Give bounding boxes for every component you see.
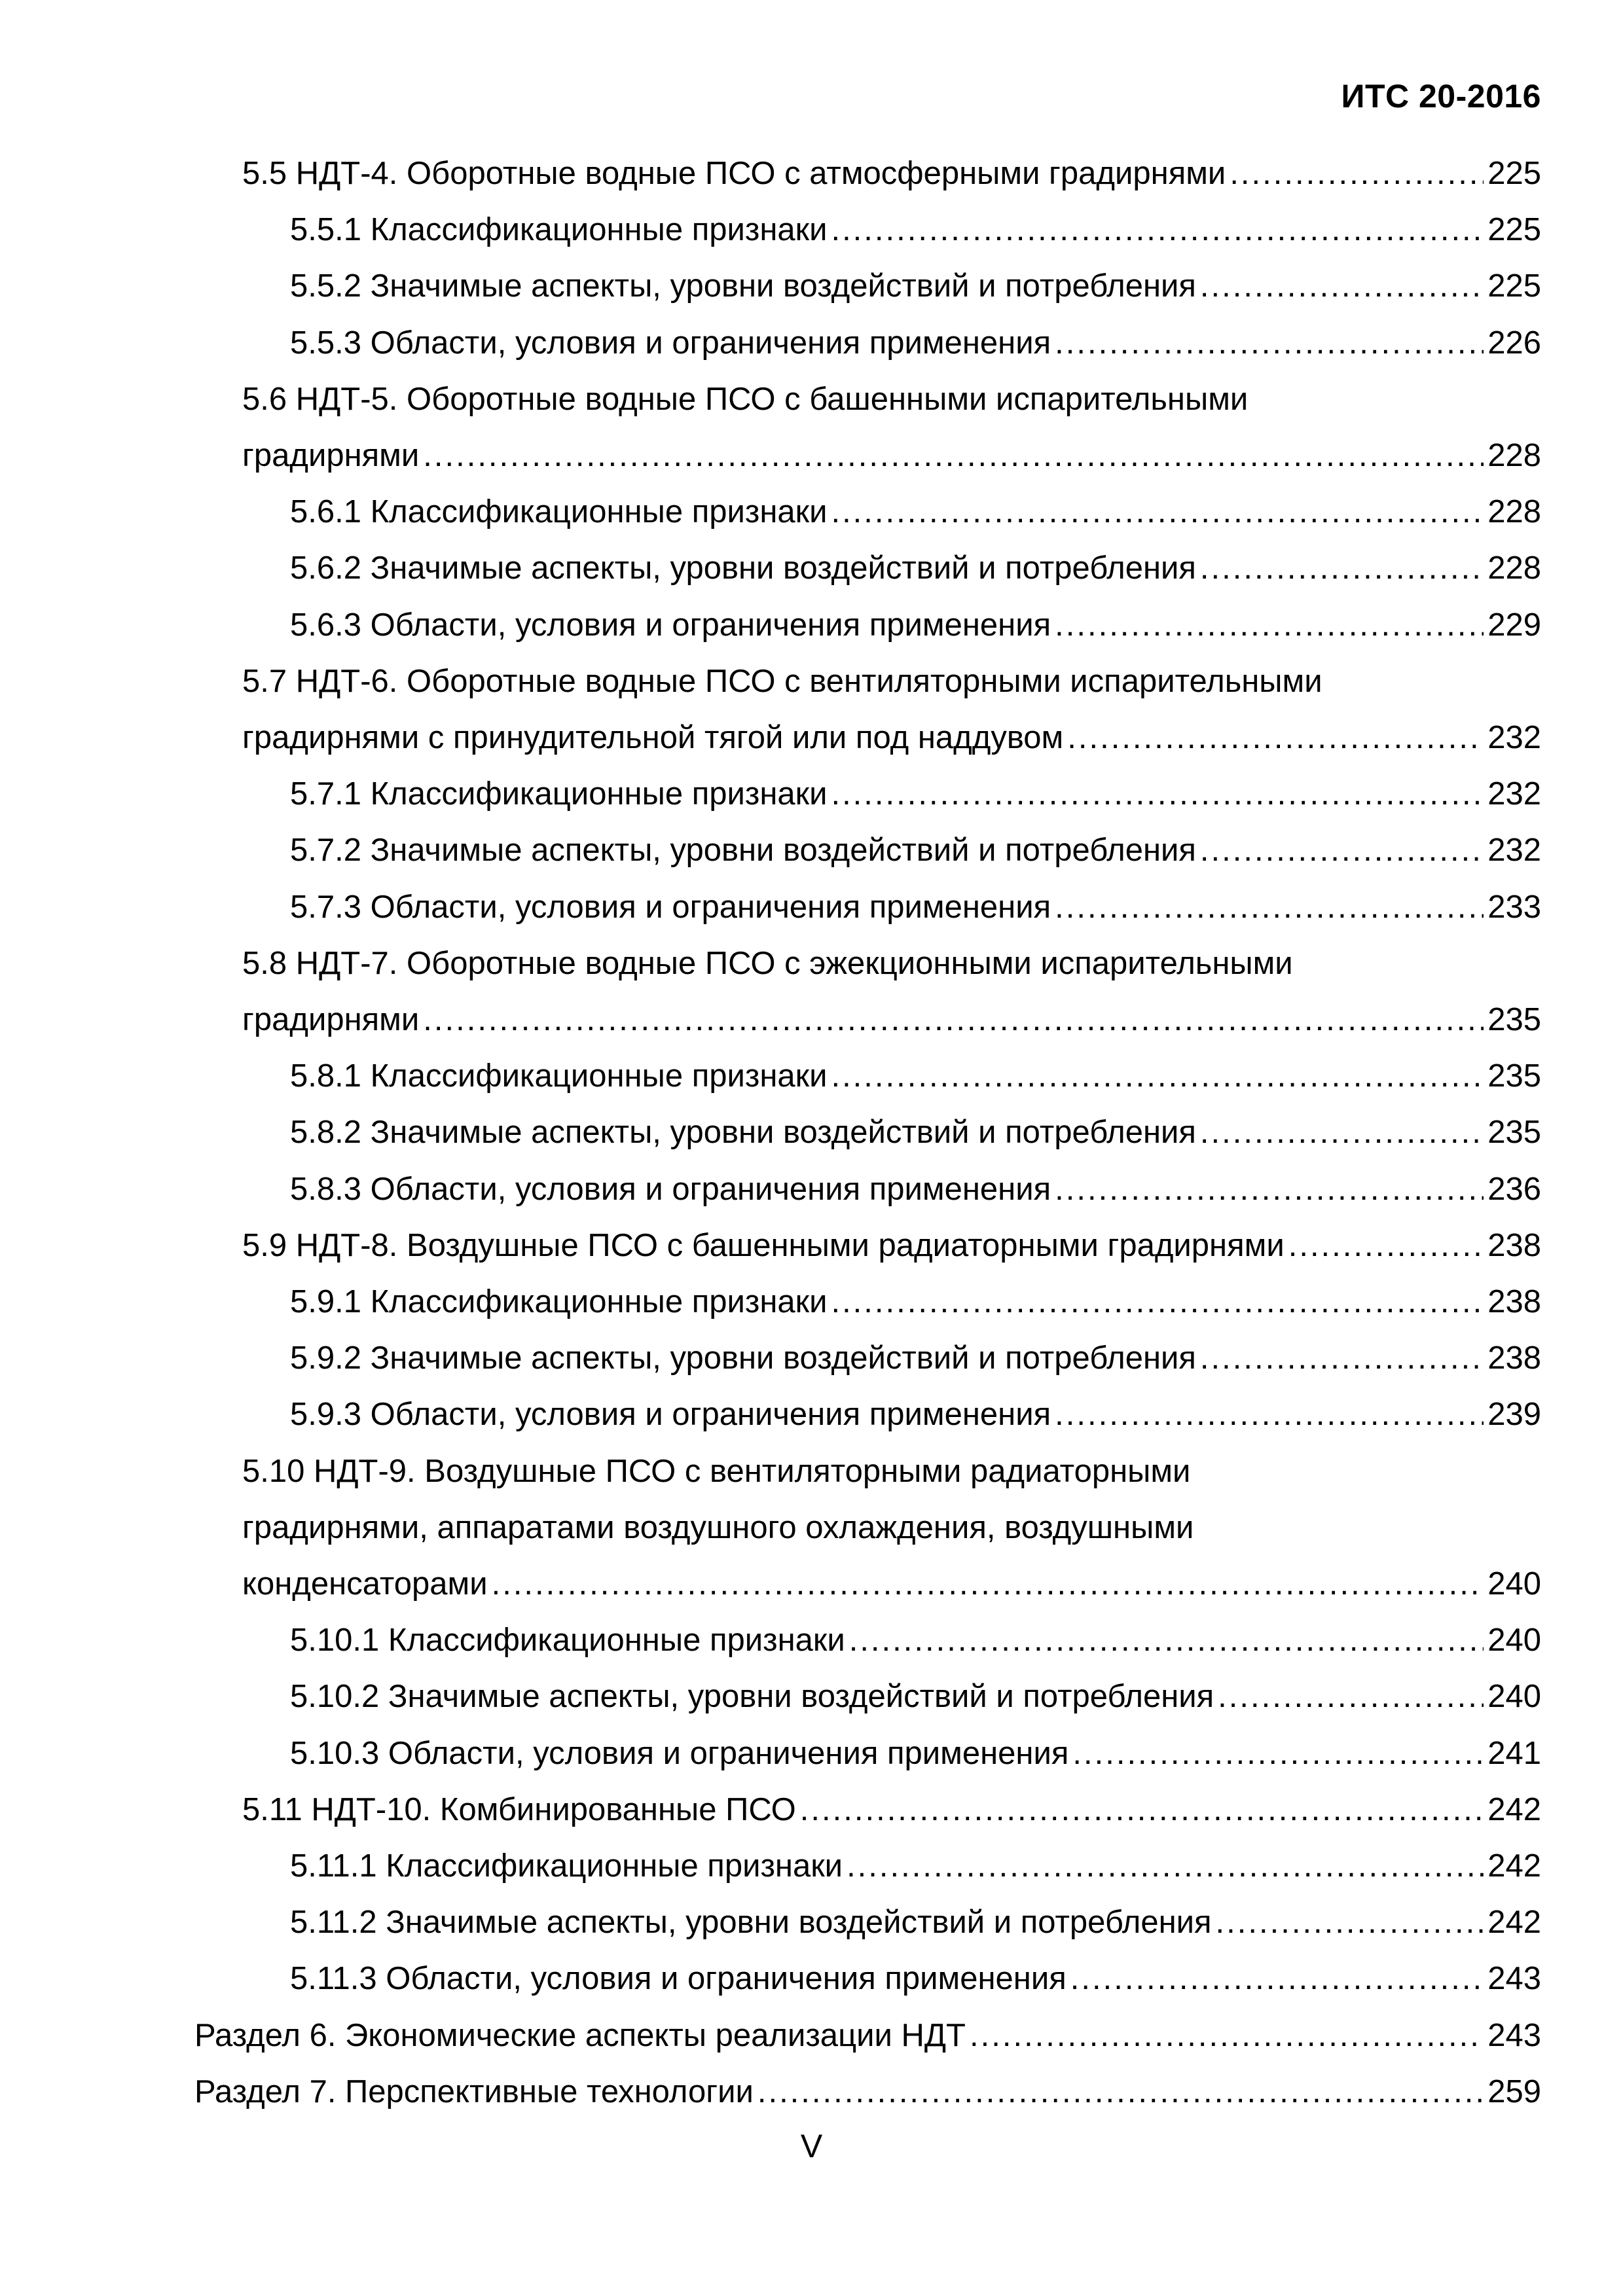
toc-entry-title: Раздел 7. Перспективные технологии xyxy=(194,2073,754,2109)
toc-entry-title: 5.7 НДТ-6. Оборотные водные ПСО с вентиляторными испарительными xyxy=(242,663,1322,699)
toc-subsection-entry[interactable] xyxy=(290,1104,1541,1160)
toc-subsection-entry[interactable] xyxy=(290,1950,1541,2007)
toc-dot-leader xyxy=(831,1048,1484,1104)
toc-entry-title: 5.6.2 Значимые аспекты, уровни воздействий и потребления xyxy=(290,550,1196,586)
toc-section-entry[interactable] xyxy=(194,2007,1541,2064)
toc-dot-leader xyxy=(1055,879,1484,935)
toc-page-number: 241 xyxy=(1487,1735,1541,1771)
toc-dot-leader xyxy=(970,2007,1484,2064)
toc-subsection-entry[interactable] xyxy=(290,766,1541,822)
toc-dot-leader xyxy=(1067,709,1484,766)
toc-entry-title: 5.11 НДТ-10. Комбинированные ПСО xyxy=(242,1791,796,1827)
toc-entry-title: 5.10 НДТ-9. Воздушные ПСО с вентиляторными радиаторными xyxy=(242,1453,1191,1489)
toc-dot-leader xyxy=(847,1838,1484,1894)
toc-dot-leader xyxy=(831,766,1484,822)
toc-subsection-entry[interactable] xyxy=(290,597,1541,653)
toc-page-number: 239 xyxy=(1487,1397,1541,1433)
toc-dot-leader xyxy=(1216,1894,1484,1950)
toc-entry-title: 5.9.2 Значимые аспекты, уровни воздействий и потребления xyxy=(290,1340,1196,1376)
toc-entry-title: 5.7.3 Области, условия и ограничения применения xyxy=(290,889,1051,925)
toc-subsection-entry[interactable] xyxy=(290,1048,1541,1104)
toc-page-number: 235 xyxy=(1487,1115,1541,1151)
toc-entry-title: градирнями xyxy=(242,1002,420,1037)
toc-dot-leader xyxy=(1200,1104,1484,1160)
toc-entry-title: 5.11.2 Значимые аспекты, уровни воздействий и потребления xyxy=(290,1905,1212,1941)
toc-page-number: 242 xyxy=(1487,1848,1541,1884)
toc-page-number: 238 xyxy=(1487,1284,1541,1319)
toc-page-number: 235 xyxy=(1487,1002,1541,1037)
toc-dot-leader xyxy=(1070,1950,1484,2007)
toc-entry[interactable] xyxy=(242,145,1541,202)
toc-entry-title: 5.8.1 Классификационные признаки xyxy=(290,1058,828,1094)
toc-page-number: 228 xyxy=(1487,438,1541,473)
toc-dot-leader xyxy=(1055,1161,1484,1217)
toc-dot-leader xyxy=(1218,1668,1484,1725)
toc-entry-title: 5.10.2 Значимые аспекты, уровни воздействий и потребления xyxy=(290,1679,1214,1715)
toc-entry[interactable] xyxy=(242,427,1541,484)
toc-entry[interactable] xyxy=(242,1556,1541,1612)
toc-dot-leader xyxy=(1288,1217,1484,1274)
toc-page-number: 228 xyxy=(1487,494,1541,530)
toc-entry-title: градирнями с принудительной тягой или под наддувом xyxy=(242,720,1064,755)
toc-subsection-entry[interactable] xyxy=(290,315,1541,371)
toc-entry[interactable] xyxy=(242,1443,1541,1499)
toc-page-number: 238 xyxy=(1487,1227,1541,1263)
toc-dot-leader xyxy=(1200,258,1484,314)
toc-entry-title: градирнями, аппаратами воздушного охлаждения, воздушными xyxy=(242,1509,1194,1545)
toc-dot-leader xyxy=(492,1556,1484,1612)
toc-dot-leader xyxy=(1200,822,1484,878)
toc-dot-leader xyxy=(831,202,1484,258)
toc-dot-leader xyxy=(831,1274,1484,1330)
page-number: V xyxy=(800,2128,823,2164)
toc-subsection-entry[interactable] xyxy=(290,1612,1541,1668)
toc-entry-title: 5.10.1 Классификационные признаки xyxy=(290,1623,845,1659)
toc-dot-leader xyxy=(1200,1330,1484,1386)
toc-subsection-entry[interactable] xyxy=(290,484,1541,540)
toc-dot-leader xyxy=(1055,1386,1484,1443)
toc-entry-title: 5.7.1 Классификационные признаки xyxy=(290,776,828,812)
toc-entry-title: 5.7.2 Значимые аспекты, уровни воздействий и потребления xyxy=(290,833,1196,869)
toc-subsection-entry[interactable] xyxy=(290,1161,1541,1217)
toc-page-number: 225 xyxy=(1487,268,1541,304)
toc-page-number: 236 xyxy=(1487,1171,1541,1207)
toc-entry-title: 5.8 НДТ-7. Оборотные водные ПСО с эжекционными испарительными xyxy=(242,945,1293,981)
toc-subsection-entry[interactable] xyxy=(290,1386,1541,1443)
toc-page-number: 232 xyxy=(1487,776,1541,812)
toc-subsection-entry[interactable] xyxy=(290,822,1541,878)
toc-entry-title: 5.9.1 Классификационные признаки xyxy=(290,1284,828,1319)
toc-subsection-entry[interactable] xyxy=(290,258,1541,314)
toc-page-number: 233 xyxy=(1487,889,1541,925)
toc-entry-title: градирнями xyxy=(242,438,420,473)
toc-entry-title: 5.5 НДТ-4. Оборотные водные ПСО с атмосферными градирнями xyxy=(242,156,1226,191)
toc-page-number: 240 xyxy=(1487,1566,1541,1602)
toc-subsection-entry[interactable] xyxy=(290,1725,1541,1782)
toc-page-number: 225 xyxy=(1487,156,1541,191)
toc-entry[interactable] xyxy=(242,1499,1541,1556)
toc-subsection-entry[interactable] xyxy=(290,879,1541,935)
toc-subsection-entry[interactable] xyxy=(290,1274,1541,1330)
toc-entry[interactable] xyxy=(242,371,1541,427)
toc-page-number: 240 xyxy=(1487,1623,1541,1659)
toc-page-number: 242 xyxy=(1487,1905,1541,1941)
toc-entry-title: 5.6 НДТ-5. Оборотные водные ПСО с башенными испарительными xyxy=(242,381,1249,417)
toc-dot-leader xyxy=(1072,1725,1484,1782)
toc-page-number: 232 xyxy=(1487,720,1541,755)
toc-page-number: 243 xyxy=(1487,2017,1541,2053)
toc-page-number: 232 xyxy=(1487,833,1541,869)
toc-entry[interactable] xyxy=(242,653,1541,709)
toc-page-number: 226 xyxy=(1487,325,1541,361)
toc-dot-leader xyxy=(1200,540,1484,596)
toc-dot-leader xyxy=(757,2064,1484,2120)
toc-dot-leader xyxy=(800,1782,1484,1838)
toc-subsection-entry[interactable] xyxy=(290,1668,1541,1725)
toc-dot-leader xyxy=(423,427,1484,484)
toc-entry[interactable] xyxy=(242,935,1541,992)
toc-entry[interactable] xyxy=(242,709,1541,766)
toc-dot-leader xyxy=(1055,315,1484,371)
toc-page-number: 243 xyxy=(1487,1961,1541,1997)
toc-entry-title: 5.11.1 Классификационные признаки xyxy=(290,1848,843,1884)
toc-entry-title: 5.5.1 Классификационные признаки xyxy=(290,212,828,248)
toc-subsection-entry[interactable] xyxy=(290,202,1541,258)
toc-dot-leader xyxy=(1055,597,1484,653)
toc-dot-leader xyxy=(1230,145,1484,202)
toc-page-number: 240 xyxy=(1487,1679,1541,1715)
toc-page-number: 235 xyxy=(1487,1058,1541,1094)
toc-entry-title: конденсаторами xyxy=(242,1566,488,1602)
toc-entry[interactable] xyxy=(242,992,1541,1048)
toc-entry-title: 5.9 НДТ-8. Воздушные ПСО с башенными радиаторными градирнями xyxy=(242,1227,1285,1263)
toc-page-number: 238 xyxy=(1487,1340,1541,1376)
toc-subsection-entry[interactable] xyxy=(290,1330,1541,1386)
toc-page-number: 259 xyxy=(1487,2073,1541,2109)
toc-dot-leader xyxy=(423,992,1484,1048)
toc-entry-title: 5.8.3 Области, условия и ограничения применения xyxy=(290,1171,1051,1207)
toc-subsection-entry[interactable] xyxy=(290,1838,1541,1894)
toc-entry-title: 5.5.2 Значимые аспекты, уровни воздействий и потребления xyxy=(290,268,1196,304)
toc-entry-title: 5.9.3 Области, условия и ограничения применения xyxy=(290,1397,1051,1433)
toc-entry[interactable] xyxy=(242,1782,1541,1838)
toc-entry-title: 5.8.2 Значимые аспекты, уровни воздействий и потребления xyxy=(290,1115,1196,1151)
toc-entry-title: Раздел 6. Экономические аспекты реализации НДТ xyxy=(194,2017,966,2053)
toc-entry[interactable] xyxy=(242,1217,1541,1274)
toc-page-number: 228 xyxy=(1487,550,1541,586)
toc-entry-title: 5.10.3 Области, условия и ограничения применения xyxy=(290,1735,1069,1771)
toc-section-entry[interactable] xyxy=(194,2064,1541,2120)
toc-entry-title: 5.11.3 Области, условия и ограничения применения xyxy=(290,1961,1067,1997)
toc-entry-title: 5.6.1 Классификационные признаки xyxy=(290,494,828,530)
toc-page-number: 229 xyxy=(1487,607,1541,643)
toc-entry-title: 5.6.3 Области, условия и ограничения применения xyxy=(290,607,1051,643)
toc-entry-title: 5.5.3 Области, условия и ограничения применения xyxy=(290,325,1051,361)
toc-page-number: 242 xyxy=(1487,1791,1541,1827)
toc-subsection-entry[interactable] xyxy=(290,540,1541,596)
toc-dot-leader xyxy=(849,1612,1484,1668)
toc-dot-leader xyxy=(831,484,1484,540)
document-code-header: ИТС 20-2016 xyxy=(1341,78,1541,115)
toc-page-number: 225 xyxy=(1487,212,1541,248)
toc-subsection-entry[interactable] xyxy=(290,1894,1541,1950)
